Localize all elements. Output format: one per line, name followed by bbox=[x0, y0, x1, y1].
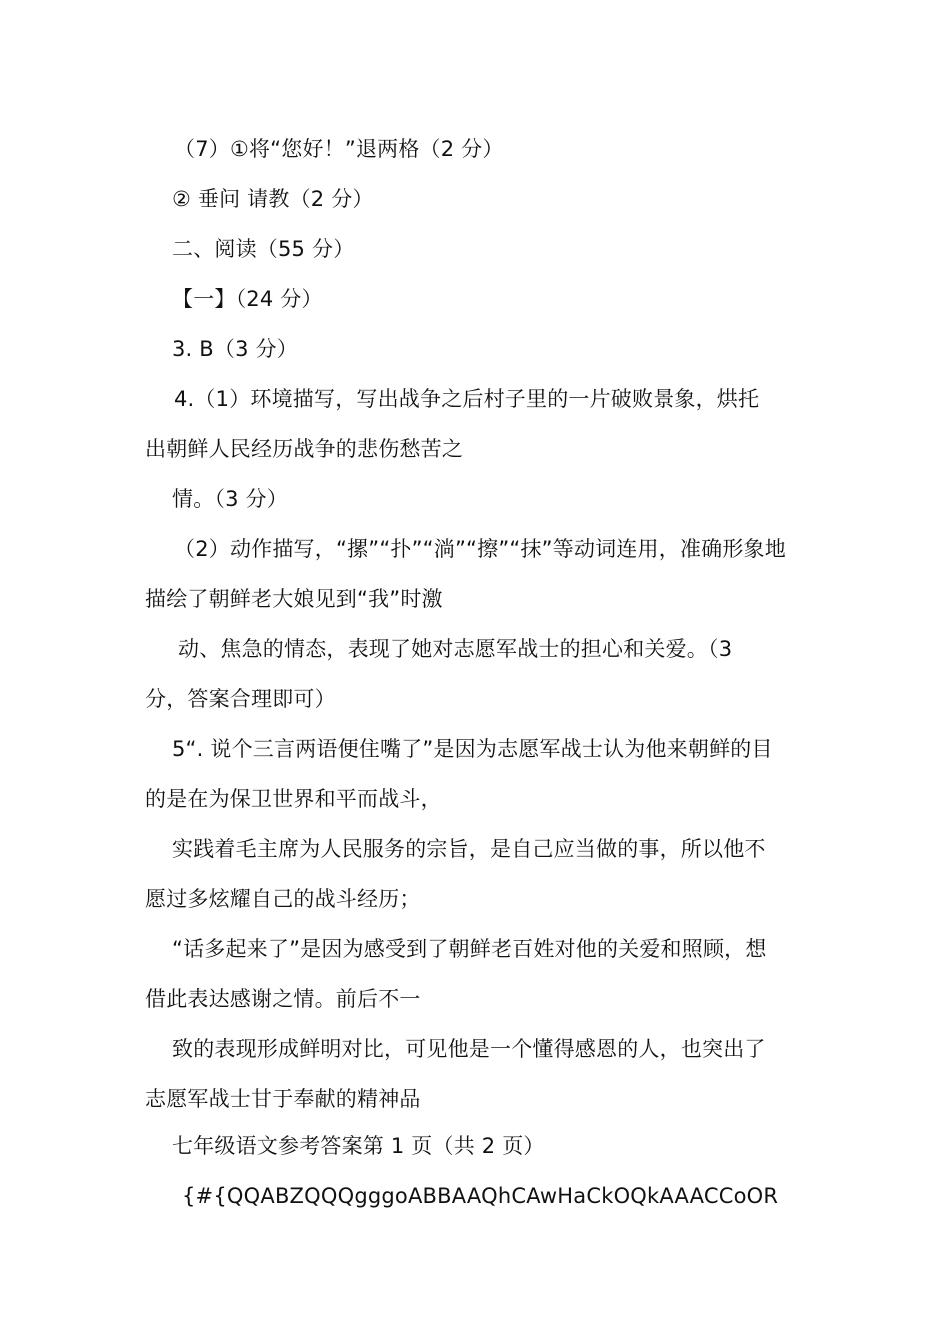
answer-line-4-1-end: 情。（3 分） bbox=[172, 487, 288, 511]
answer-line-5-end: 志愿军战士甘于奉献的精神品 bbox=[145, 1087, 421, 1111]
answer-line-3: 3. B（3 分） bbox=[172, 337, 298, 361]
answer-line-7-part2: ② 垂问 请教（2 分） bbox=[172, 187, 374, 211]
answer-line-5-cont5: 借此表达感谢之情。前后不一 bbox=[145, 987, 421, 1011]
answer-line-5-cont: 的是在为保卫世界和平而战斗， bbox=[145, 787, 442, 811]
answer-line-5-cont2: 实践着毛主席为人民服务的宗旨，是自己应当做的事，所以他不 bbox=[172, 837, 766, 861]
answer-line-4-2-cont: 描绘了朝鲜老大娘见到“我”时激 bbox=[145, 587, 443, 611]
answer-line-5-cont3: 愿过多炫耀自己的战斗经历； bbox=[145, 887, 421, 911]
page-footer: 七年级语文参考答案第 1 页（共 2 页） bbox=[172, 1134, 545, 1158]
answer-line-4-1: 4.（1）环境描写，写出战争之后村子里的一片破败景象，烘托 bbox=[174, 387, 760, 411]
answer-line-5-cont4: “话多起来了”是因为感受到了朝鲜老百姓对他的关爱和照顾，想 bbox=[172, 937, 767, 961]
watermark-code: {#{QQABZQQQgggoABBAAQhCAwHaCkOQkAAACCoOR bbox=[182, 1184, 779, 1208]
subsection-heading-one: 【一】（24 分） bbox=[172, 287, 323, 311]
answer-line-5: 5“. 说个三言两语便住嘴了”是因为志愿军战士认为他来朝鲜的目 bbox=[172, 737, 773, 761]
answer-line-4-2-cont2: 动、焦急的情态，表现了她对志愿军战士的担心和关爱。（3 bbox=[178, 637, 733, 661]
answer-line-5-cont6: 致的表现形成鲜明对比，可见他是一个懂得感恩的人，也突出了 bbox=[172, 1037, 766, 1061]
section-heading-reading: 二、阅读（55 分） bbox=[172, 237, 355, 261]
answer-line-7: （7）①将“您好！”退两格（2 分） bbox=[174, 137, 504, 161]
answer-line-4-2-end: 分，答案合理即可） bbox=[145, 687, 336, 711]
answer-line-4-2: （2）动作描写，“摞”“扑”“淌”“擦”“抹”等动词连用，准确形象地 bbox=[174, 537, 786, 561]
answer-line-4-1-cont: 出朝鲜人民经历战争的悲伤愁苦之 bbox=[145, 437, 463, 461]
